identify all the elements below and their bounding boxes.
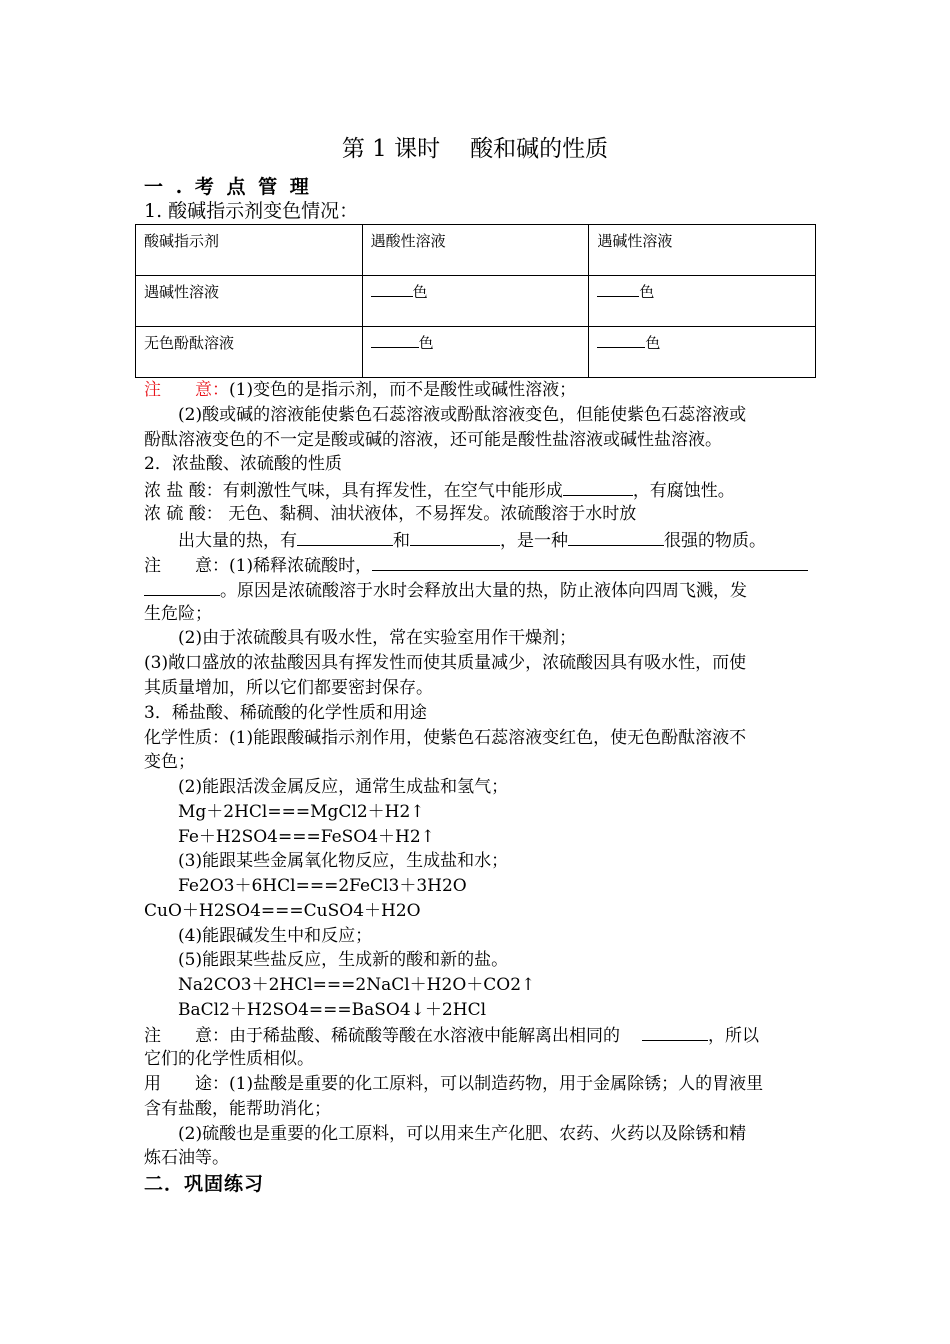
indicator-heading: 1. 酸碱指示剂变色情况：	[144, 200, 359, 222]
use-line4: 炼石油等。	[144, 1148, 229, 1168]
table-header-cell: 遇酸性溶液	[362, 225, 589, 276]
chem4: (4)能跟碱发生中和反应；	[178, 926, 373, 946]
note-label: 注 意：	[144, 380, 229, 400]
chem1-line1: 化学性质：(1)能跟酸碱指示剂作用，使紫色石蕊溶液变红色，使无色酚酞溶液不	[144, 728, 747, 748]
use-label: 用 途：	[144, 1074, 229, 1094]
part2-heading: 2．浓盐酸、浓硫酸的性质	[144, 454, 342, 474]
lesson-topic: 酸和碱的性质	[470, 136, 609, 162]
note-label: 注 意：	[144, 1026, 229, 1046]
table-cell	[362, 327, 589, 378]
chem3: (3)能跟某些金属氧化物反应，生成盐和水；	[178, 851, 509, 871]
table-row	[136, 225, 816, 276]
h2so4-line: 浓 硫 酸： 无色、黏稠、油状液体，不易挥发。浓硫酸溶于水时放	[144, 504, 637, 524]
note2-line1	[144, 552, 808, 579]
fill-blank[interactable]	[563, 477, 633, 496]
fill-blank[interactable]	[372, 552, 808, 571]
note-text: ，所以	[708, 1026, 759, 1046]
use-line3: (2)硫酸也是重要的化工原料，可以用来生产化肥、农药、火药以及除锈和精	[178, 1124, 747, 1144]
note2-point2: (2)由于浓硫酸具有吸水性，常在实验室用作干燥剂；	[178, 628, 577, 648]
cell-text: 色	[645, 334, 661, 352]
note2-line3: 生危险；	[144, 604, 212, 624]
note3-line1	[144, 1022, 808, 1049]
note2-point3b: 其质量增加，所以它们都要密封保存。	[144, 678, 433, 698]
note2-line2	[144, 577, 808, 604]
fill-blank[interactable]	[144, 577, 220, 596]
equation-fe2o3: Fe2O3＋6HCl===2FeCl3＋3H2O	[178, 876, 467, 896]
table-row	[136, 327, 816, 378]
equation-bacl2: BaCl2＋H2SO4===BaSO4↓＋2HCl	[178, 1000, 487, 1020]
fill-blank[interactable]	[642, 1022, 708, 1041]
note-label: 注 意：	[144, 556, 229, 576]
table-cell	[589, 276, 816, 327]
fill-blank[interactable]	[371, 281, 413, 297]
chem2: (2)能跟活泼金属反应，通常生成盐和氢气；	[178, 777, 509, 797]
fill-blank[interactable]	[410, 527, 500, 546]
equation-cuo: CuO＋H2SO4===CuSO4＋H2O	[144, 901, 421, 921]
heat-text: 很强的物质。	[664, 531, 766, 551]
hcl-text-end: ，有腐蚀性。	[632, 481, 735, 501]
note3-line2: 它们的化学性质相似。	[144, 1049, 314, 1069]
note-text: 。原因是浓硫酸溶于水时会释放出大量的热，防止液体向四周飞溅，发	[220, 581, 747, 601]
lesson-number: 第 1 课时	[341, 136, 441, 162]
heat-text: 出大量的热，有	[178, 531, 297, 551]
use-line1	[144, 1072, 808, 1097]
note1-line3: 酚酞溶液变色的不一定是酸或碱的溶液，还可能是酸性盐溶液或碱性盐溶液。	[144, 430, 722, 450]
table-cell	[362, 276, 589, 327]
note-text: (1)变色的是指示剂，而不是酸性或碱性溶液；	[229, 380, 577, 400]
equation-na2co3: Na2CO3＋2HCl===2NaCl＋H2O＋CO2↑	[178, 975, 536, 995]
use-line2: 含有盐酸，能帮助消化；	[144, 1099, 331, 1119]
table-header-cell: 遇碱性溶液	[589, 225, 816, 276]
note-text: 由于稀盐酸、稀硫酸等酸在水溶液中能解离出相同的	[229, 1026, 620, 1046]
page-title	[0, 134, 950, 164]
equation-fe: Fe＋H2SO4===FeSO4＋H2↑	[178, 827, 435, 847]
cell-text: 色	[412, 283, 428, 301]
hcl-line	[144, 477, 808, 504]
chem5: (5)能跟某些盐反应，生成新的酸和新的盐。	[178, 950, 509, 970]
table-row-label: 无色酚酞溶液	[136, 327, 363, 378]
table-row-label: 遇碱性溶液	[136, 276, 363, 327]
chem1-line2: 变色；	[144, 752, 195, 772]
section2-heading: 二．巩固练习	[144, 1173, 265, 1195]
hcl-text: 浓 盐 酸：有刺激性气味，具有挥发性，在空气中能形成	[144, 481, 563, 501]
note1-line1	[144, 378, 808, 403]
cell-text: 色	[418, 334, 434, 352]
indicator-table	[135, 224, 816, 378]
fill-blank[interactable]	[597, 332, 645, 348]
table-cell	[589, 327, 816, 378]
section1-heading: 一 . 考 点 管 理	[144, 176, 312, 198]
equation-mg: Mg＋2HCl===MgCl2＋H2↑	[178, 802, 425, 822]
cell-text: 色	[639, 283, 655, 301]
fill-blank[interactable]	[568, 527, 664, 546]
note2-point3a: (3)敞口盛放的浓盐酸因具有挥发性而使其质量减少，浓硫酸因具有吸水性，而使	[144, 653, 747, 673]
fill-blank[interactable]	[597, 281, 639, 297]
use-text: (1)盐酸是重要的化工原料，可以制造药物，用于金属除锈；人的胃液里	[229, 1074, 764, 1094]
heat-text: ，是一种	[500, 531, 568, 551]
table-row	[136, 276, 816, 327]
table-header-cell: 酸碱指示剂	[136, 225, 363, 276]
note-text: (1)稀释浓硫酸时，	[229, 556, 373, 576]
heat-text: 和	[393, 531, 410, 551]
part3-heading: 3．稀盐酸、稀硫酸的化学性质和用途	[144, 703, 427, 723]
note1-line2: (2)酸或碱的溶液能使紫色石蕊溶液或酚酞溶液变色，但能使紫色石蕊溶液或	[178, 405, 747, 425]
fill-blank[interactable]	[371, 332, 419, 348]
fill-blank[interactable]	[297, 527, 393, 546]
heat-line	[178, 527, 842, 554]
